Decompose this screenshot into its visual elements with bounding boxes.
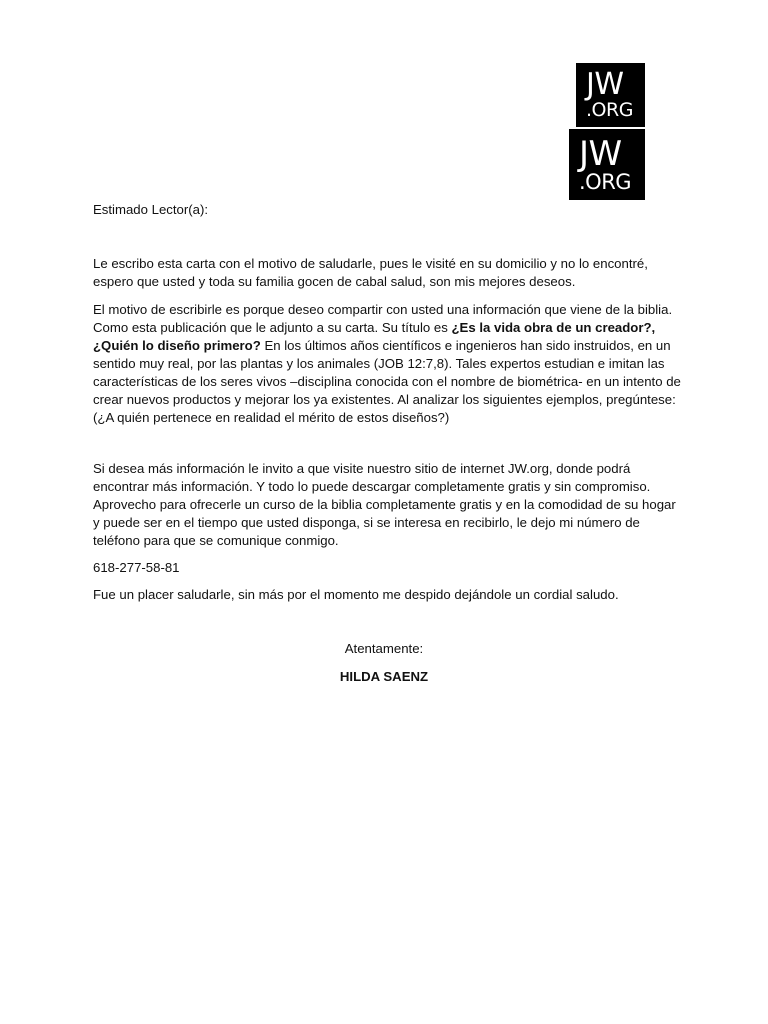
paragraph-greeting: Le escribo esta carta con el motivo de saludarle, pues le visité en su domicilio y no lo encontré, espero que usted y toda su familia gocen de cabal salud, son mis mejores deseos.: [93, 256, 648, 289]
salutation: Estimado Lector(a):: [93, 202, 209, 217]
phone-number: 618-277-58-81: [93, 560, 180, 575]
logo-org-text: .ORG: [579, 169, 632, 194]
publication-title: ¿Es la vida obra de un creador?, ¿Quién lo diseño primero?: [93, 320, 656, 353]
sign-off: Atentamente:: [344, 641, 424, 656]
paragraph-publication: [93, 301, 683, 427]
jw-org-logo: [569, 129, 645, 200]
paragraph-invitation: Si desea más información le invito a que visite nuestro sitio de internet JW.org, donde podrá encontrar más información. Y todo lo puede descargar completamente gratis y sin compromiso. Aprovecho para ofrecerle un curso de la biblia completamente gratis y en la comodidad de su hogar y puede ser en el tiempo que usted disponga, si se interesa en recibirlo, le dejo mi número de teléfono para que se comunique conmigo.: [93, 461, 676, 548]
paragraph-publication-body: En los últimos años científicos e ingenieros han sido instruidos, en un sentido muy real, por las plantas y los animales (JOB 12:7,8). Tales expertos estudian e imitan las características de los seres vivos –disciplina conocida con el nombre de biométrica- en un intento de crear nuevos productos y mejorar los ya existentes. Al analizar los siguientes ejemplos, pregúntese: (¿A quién pertenece en realidad el mérito de estos diseños?): [93, 338, 681, 425]
jw-org-logo: [576, 63, 645, 127]
paragraph-publication-intro: El motivo de escribirle es porque deseo compartir con usted una información que viene de la biblia. Como esta publicación que le adjunto a su carta. Su título es: [93, 302, 673, 335]
logo-jw-text: JW: [579, 133, 622, 174]
logo-jw-text: JW: [586, 67, 624, 102]
closing-line: Fue un placer saludarle, sin más por el momento me despido dejándole un cordial saludo.: [93, 587, 619, 602]
logo-org-text: .ORG: [586, 99, 633, 121]
signature-name: HILDA SAENZ: [339, 669, 429, 684]
